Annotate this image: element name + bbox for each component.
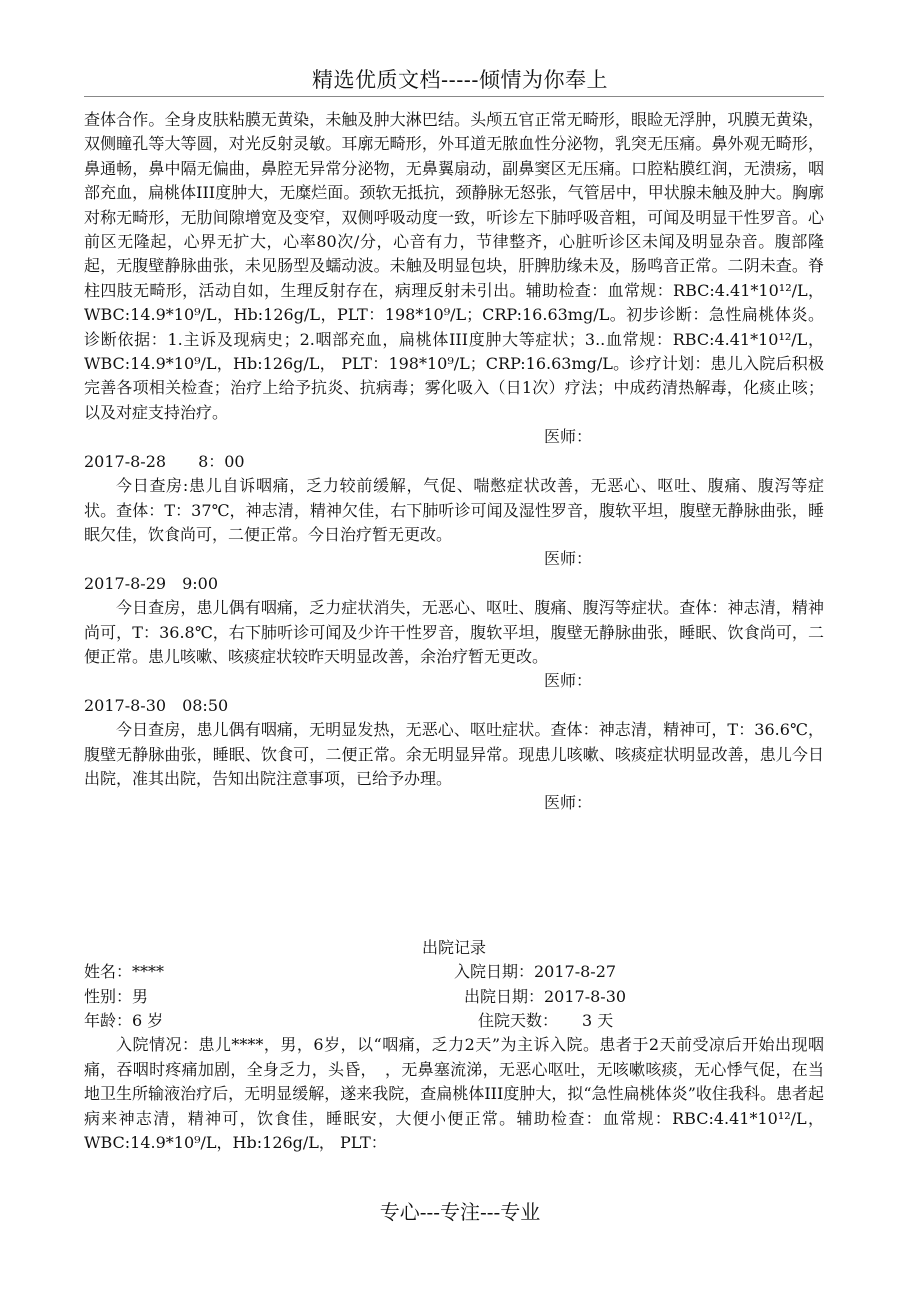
round-note: 今日查房:患儿自诉咽痛，乏力较前缓解，气促、喘憋症状改善，无恶心、呕吐、腹痛、腹泻等症状。查体：T：37℃，神志清，精神欠佳，右下肺听诊可闻及湿性罗音，腹软平坦，腹壁无静脉曲张，睡眠欠佳，饮食尚可，二便正常。今日治疗暂无更改。 [84, 476, 824, 544]
patient-name: 姓名：**** [84, 962, 165, 982]
patient-sex: 性别：男 [84, 986, 149, 1006]
page-header: 精选优质文档-----倾情为你奉上 [312, 68, 608, 92]
doctor-signature: 医师： [543, 671, 592, 691]
stay-days: 住院天数： 3 天 [478, 1011, 614, 1030]
round-note: 今日查房，患儿偶有咽痛，无明显发热，无恶心、呕吐症状。查体：神志清，精神可，T：36.6℃，腹壁无静脉曲张，睡眠、饮食可，二便正常。余无明显异常。现患儿咳嗽、咳痰症状明显改善，患儿今日出院，准其出院，告知出院注意事项，已给予办理。 [84, 720, 824, 788]
doctor-signature: 医师： [543, 427, 592, 447]
section-spacer [84, 816, 824, 924]
doctor-signature: 医师： [543, 549, 592, 569]
round-datetime: 2017-8-30 08:50 [84, 695, 229, 715]
doctor-signature: 医师： [543, 793, 592, 813]
round-datetime: 2017-8-28 8：00 [84, 451, 245, 471]
info-row [84, 985, 824, 1009]
page-footer: 专心---专注---专业 [379, 1200, 541, 1224]
round-note: 今日查房，患儿偶有咽痛，乏力症状消失，无恶心、呕吐、腹痛、腹泻等症状。查体：神志清，精神尚可，T：36.8℃，右下肺听诊可闻及少许干性罗音，腹软平坦，腹壁无静脉曲张，睡眠、饮食尚可，二便正常。患儿咳嗽、咳痰症状较昨天明显改善，余治疗暂无更改。 [84, 598, 824, 666]
info-row [84, 1009, 824, 1033]
patient-age: 年龄：6 岁 [84, 1011, 164, 1030]
discharge-date: 出院日期：2017-8-30 [464, 986, 627, 1006]
round-datetime: 2017-8-29 9:00 [84, 573, 219, 593]
admission-exam-paragraph: 查体合作。全身皮肤粘膜无黄染，未触及肿大淋巴结。头颅五官正常无畸形，眼睑无浮肿，巩膜无黄染，双侧瞳孔等大等圆，对光反射灵敏。耳廓无畸形，外耳道无脓血性分泌物，乳突无压痛。鼻外观无畸形，鼻通畅，鼻中隔无偏曲，鼻腔无异常分泌物，无鼻翼扇动，副鼻窦区无压痛。口腔粘膜红润，无溃疡，咽部充血，扁桃体III度肿大，无糜烂面。颈软无抵抗，颈静脉无怒张，气管居中，甲状腺未触及肿大。胸廓对称无畸形，无肋间隙增宽及变窄，双侧呼吸动度一致，听诊左下肺呼吸音粗，可闻及明显干性罗音。心前区无隆起，心界无扩大，心率80次/分，心音有力，节律整齐，心脏听诊区未闻及明显杂音。腹部隆起，无腹壁静脉曲张，未见肠型及蠕动波。未触及明显包块，肝脾肋缘未及，肠鸣音正常。二阴未查。脊柱四肢无畸形，活动自如，生理反射存在，病理反射未引出。辅助检查：血常规：RBC:4.41*10¹²/L，WBC:14.9*10⁹/L，Hb:126g/L，PLT：198*10⁹/L；CRP:16.63mg/L。初步诊断：急性扁桃体炎。诊断依据：1.主诉及现病史；2.咽部充血，扁桃体III度肿大等症状；3..血常规：RBC:4.41*10¹²/L， WBC:14.9*10⁹/L，Hb:126g/L， PLT：198*10⁹/L；CRP:16.63mg/L。诊疗计划：患儿入院后积极完善各项相关检查；治疗上给予抗炎、抗病毒；雾化吸入（日1次）疗法；中成药清热解毒，化痰止咳；以及对症支持治疗。 [84, 110, 824, 422]
admission-status: 入院情况：患儿****，男，6岁，以“咽痛，乏力2天”为主诉入院。患者于2天前受凉后开始出现咽痛，吞咽时疼痛加剧，全身乏力，头昏， ，无鼻塞流涕，无恶心呕吐，无咳嗽咳痰，无心悸气促，在当地卫生所输液治疗后，无明显缓解，遂来我院，查扁桃体III度肿大，拟“急性扁桃体炎”收住我科。患者起病来神志清，精神可，饮食佳，睡眠安，大便小便正常。辅助检查：血常规：RBC:4.41*10¹²/L， WBC:14.9*10⁹/L，Hb:126g/L， PLT： [84, 1035, 824, 1153]
info-row [84, 960, 824, 984]
document-body [84, 108, 824, 1155]
admit-date: 入院日期：2017-8-27 [454, 962, 617, 982]
discharge-title: 出院记录 [421, 937, 486, 957]
header-divider [84, 96, 824, 97]
